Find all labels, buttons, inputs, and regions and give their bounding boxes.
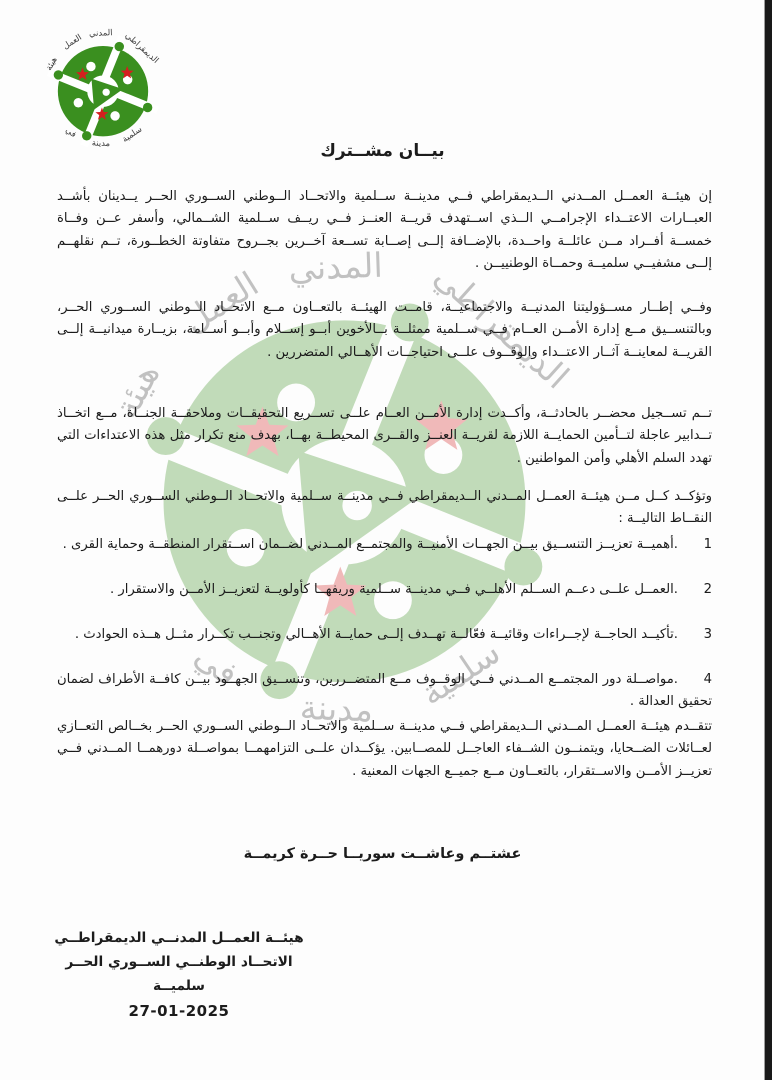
list-item (57, 624, 712, 646)
list-item (57, 534, 712, 556)
scan-edge-strip (765, 0, 772, 1080)
slogan-line: عشتــم وعاشــت سوريــا حــرة كريمــة (243, 846, 522, 862)
statement-title: بيــان مشــترك (320, 141, 445, 161)
signature-line-committee: هيئــة العمــل المدنــي الديمقراطــي (54, 930, 304, 946)
item-number: 4 (703, 672, 712, 687)
paragraph-security-measures: تــم تســجيل محضــر بالحادثــة، وأكــدت إدارة الأمــن العــام علــى تســريع التحقيقــات وملاحقــة الجنــاة، مــع اتخــاذ تــدابير عاجلة لتــأمين الحمايــة اللازمة لقريــة العنــز والقــرى المحيطــة بهــا، بهدف منع تكرار مثل هذه الاعتداءات التي تهدد السلم الأهلي وأمن المواطنين . (57, 406, 712, 466)
item-text: .مواصــلة دور المجتمــع المــدني فــي الوقــوف مــع المتضــررين، وتنســيق الجهــود بيــن كافــة الأطراف لضمان تحقيق العدالة . (57, 672, 712, 709)
item-number: 2 (703, 582, 712, 597)
item-number: 3 (703, 627, 712, 642)
list-item (57, 579, 712, 601)
signature-block (53, 926, 305, 1023)
item-text: .تأكيــد الحاجــة لإجــراءات وقائيــة فعّالــة تهــدف إلــى حمايــة الأهــالي وتجنــب تكــرار مثــل هــذه الحوادث . (74, 627, 678, 642)
list-item (57, 669, 712, 713)
closing-paragraph: تتقــدم هيئــة العمــل المــدني الــديمقراطي فــي مدينــة ســلمية والاتحــاد الــوطني الســوري الحــر بخــالص التعــازي لعــائلات الضــحايا، ويتمنــون الشــفاء العاجــل للمصــابين. يؤكــدان علــى التزامهمــا بمواصــلة دورهمــا المــدني فــي تعزيــز الأمــن والاســتقرار، بالتعــاون مــع جميــع الجهات المعنية . (57, 719, 712, 779)
item-text: .العمــل علــى دعــم الســلم الأهلــي فــي مدينــة ســلمية وريفهــا كأولويــة لتعزيــز الأمــن والاستقرار . (109, 582, 678, 597)
item-text: .أهميــة تعزيــز التنســيق بيــن الجهــات الأمنيــة والمجتمــع المــدني لضــمان اســتقرار المنطقــة وحماية القرى . (62, 537, 678, 552)
paragraph-list-intro: وتؤكــد كــل مــن هيئــة العمــل المــدني الــديمقراطي فــي مدينــة ســلمية والاتحــاد الــوطني الســوري الحــر علــى النقــاط التاليــة : (57, 489, 712, 527)
organization-logo (40, 24, 166, 150)
paragraph-condemnation: إن هيئــة العمــل المــدني الــديمقراطي فــي مدينــة ســلمية والاتحــاد الــوطني الســوري الحــر يــدينان بأشــد العبــارات الاعتــداء الإجرامــي الــذي اســتهدف قريــة العنــز فــي ريــف ســلمية الشــمالي، وأسفر عــن وفــاة خمســة أفــراد مــن عائلــة واحــدة، بالإضــافة إلــى إصــابة تســعة آخــرين بجــروح متفاوتة الخطــورة، تــم نقلهــم إلــى مشفيــي سلميــة وحمــاة الوطنييــن . (57, 189, 712, 272)
signature-line-city: سلميــة (153, 978, 205, 994)
item-number: 1 (703, 537, 712, 552)
signature-date: 27-01-2025 (128, 1002, 230, 1020)
signature-line-union: الاتحــاد الوطنــي الســوري الحــر (65, 954, 293, 970)
paragraph-field-visit: وفــي إطــار مســؤوليتنا المدنيــة والاجتماعيــة، قامــت الهيئــة بالتعــاون مــع الاتحــاد الــوطني الســوري الحــر، وبالتنســيق مــع إدارة الأمــن العــام فــي ســلمية ممثلــة بــالأخوين أبــو إســلام وأبــو أســامة، بزيــارة ميدانيــة إلــى القريــة لمعاينــة آثــار الاعتــداء والوقــوف علــى احتياجــات الأهــالي المتضررين . (57, 300, 712, 360)
